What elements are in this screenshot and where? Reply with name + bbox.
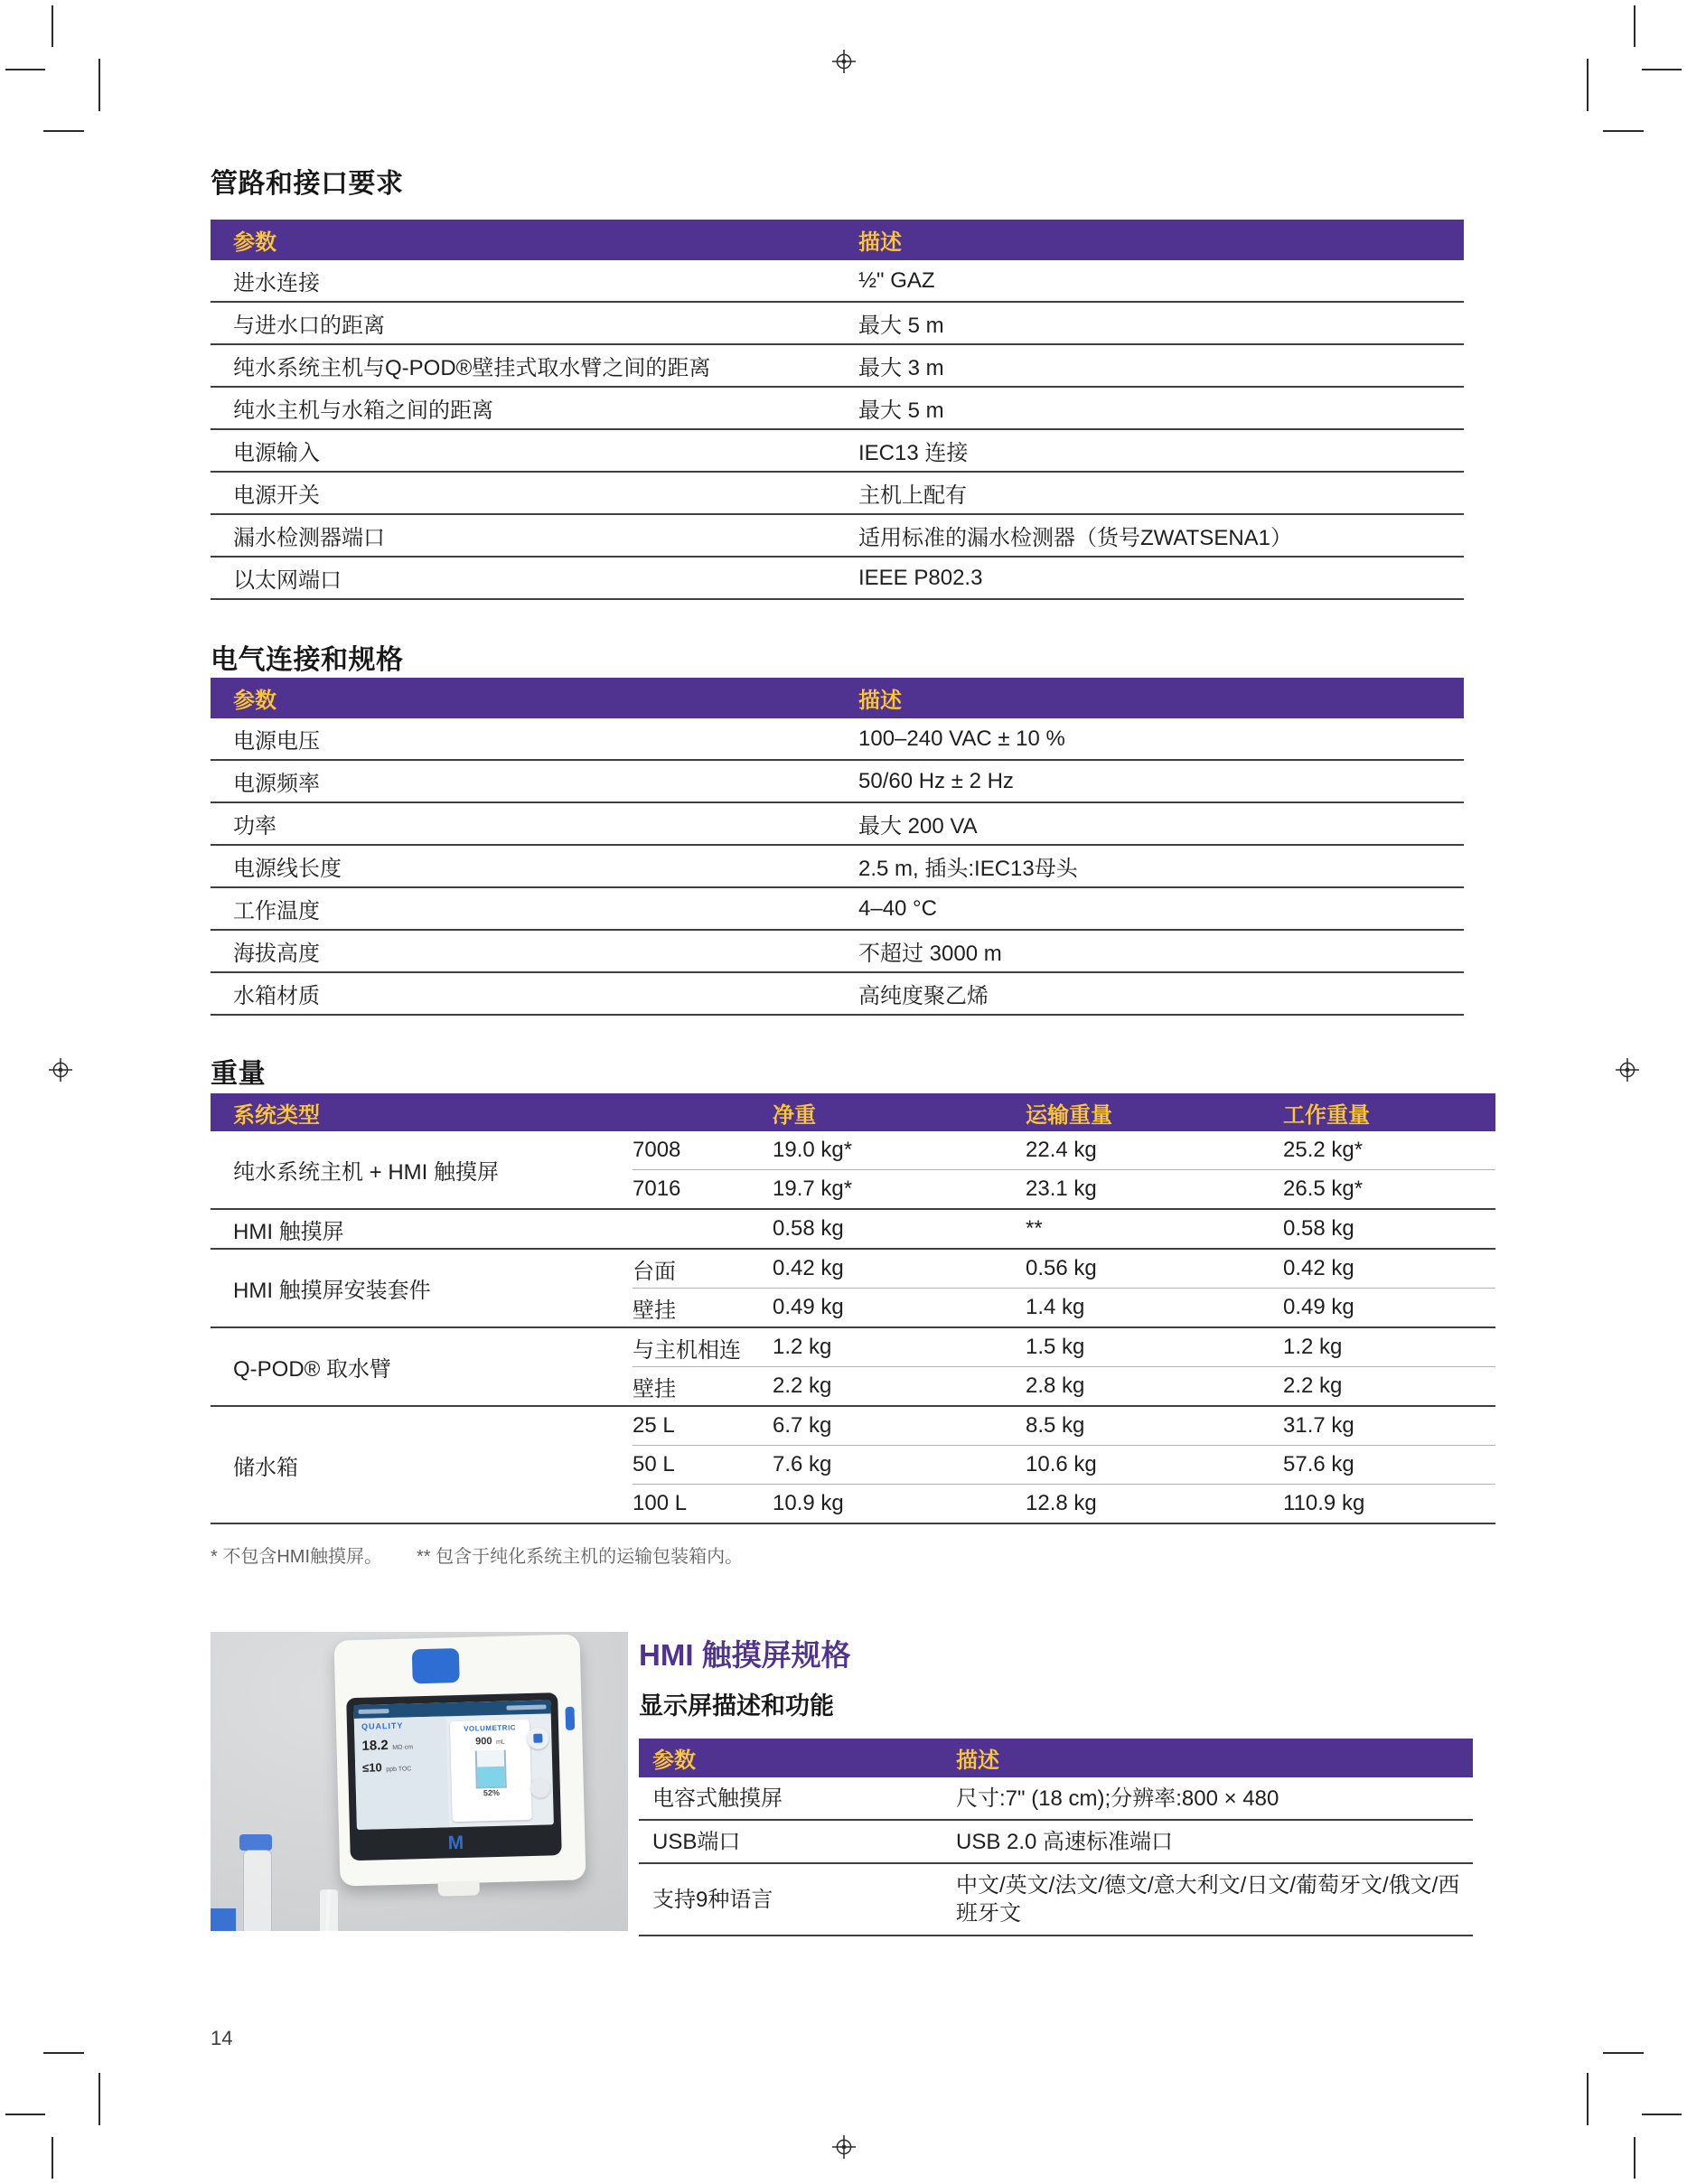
wall-mount-bracket (438, 1880, 480, 1896)
crop-mark (43, 2052, 84, 2054)
operating-weight-cell: 25.2 kg* (1283, 1131, 1495, 1170)
crop-mark (1634, 5, 1635, 47)
device-screen-bezel (346, 1692, 562, 1861)
table-row (211, 718, 1464, 760)
electrical-table (211, 678, 1464, 1016)
weights-table (211, 1093, 1495, 1524)
table-row (211, 1327, 1495, 1367)
beaker-fill (477, 1767, 505, 1787)
operating-weight-cell: 0.42 kg (1283, 1249, 1495, 1289)
net-weight-cell: 1.2 kg (773, 1327, 1026, 1367)
desc-cell: 不超过 3000 m (858, 930, 1464, 972)
registration-mark-icon (1616, 1058, 1639, 1082)
net-weight-cell: 19.0 kg* (773, 1131, 1026, 1170)
desc-cell: 最大 3 m (858, 344, 1464, 387)
weights-footnote (211, 1542, 743, 1568)
param-cell: 水箱材质 (211, 972, 858, 1015)
operating-weight-cell: 57.6 kg (1283, 1446, 1495, 1485)
desc-cell: 适用标准的漏水检测器（货号ZWATSENA1） (858, 514, 1464, 557)
operating-weight-cell: 2.2 kg (1283, 1367, 1495, 1407)
param-cell: USB端口 (639, 1820, 956, 1863)
volume-unit: mL (495, 1739, 505, 1746)
param-cell: 功率 (211, 802, 858, 845)
section-title-weights: 重量 (211, 1059, 266, 1089)
param-cell: 电源频率 (211, 760, 858, 802)
crop-mark (1642, 69, 1682, 70)
table-row (639, 1820, 1473, 1863)
column-header-net-weight: 净重 (773, 1093, 1026, 1131)
quality-tab-label: QUALITY (361, 1720, 404, 1731)
desc-cell: IEC13 连接 (858, 429, 1464, 472)
footnote-2: ** 包含于纯化系统主机的运输包装箱内。 (417, 1547, 744, 1567)
net-weight-cell: 0.42 kg (773, 1249, 1026, 1289)
param-cell: 纯水系统主机与Q-POD®壁挂式取水臂之间的距离 (211, 344, 858, 387)
crop-mark (52, 5, 53, 47)
vial (319, 1889, 339, 1931)
param-cell: 与进水口的距离 (211, 302, 858, 344)
dispense-button-icon (527, 1727, 549, 1749)
system-type-cell: 纯水系统主机 + HMI 触摸屏 (211, 1131, 633, 1209)
device-top-tab (412, 1648, 460, 1683)
subtype-cell: 7016 (633, 1170, 773, 1210)
desc-cell: 4–40 °C (858, 887, 1464, 930)
subtype-cell: 与主机相连 (633, 1327, 773, 1367)
desc-cell: USB 2.0 高速标准端口 (956, 1820, 1473, 1863)
shipping-weight-cell: 10.6 kg (1026, 1446, 1283, 1485)
table-row (211, 760, 1464, 802)
crop-mark (43, 130, 84, 132)
desc-cell: 最大 5 m (858, 302, 1464, 344)
column-header-shipping-weight: 运输重量 (1026, 1093, 1283, 1131)
shipping-weight-cell: 22.4 kg (1026, 1131, 1283, 1170)
param-cell: 以太网端口 (211, 557, 858, 599)
hmi-device (333, 1634, 586, 1886)
desc-cell: IEEE P802.3 (858, 557, 1464, 599)
desc-cell: ½" GAZ (858, 260, 1464, 302)
section-title-electrical: 电气连接和规格 (211, 645, 404, 675)
param-cell: 进水连接 (211, 260, 858, 302)
table-header-row (211, 1093, 1495, 1131)
param-cell: 海拔高度 (211, 930, 858, 972)
table-row (211, 557, 1464, 599)
dispense-glyph (533, 1734, 542, 1743)
subtype-cell (633, 1209, 773, 1249)
param-cell: 电源电压 (211, 718, 858, 760)
desc-cell: 中文/英文/法文/德文/意大利文/日文/葡萄牙文/俄文/西班牙文 (956, 1863, 1473, 1936)
fill-percent-value: 52% (483, 1787, 501, 1798)
net-weight-cell: 0.49 kg (773, 1289, 1026, 1328)
table-row (211, 260, 1464, 302)
bottle-cap (239, 1834, 272, 1851)
crop-mark (5, 69, 45, 70)
net-weight-cell: 7.6 kg (773, 1446, 1026, 1485)
shipping-weight-cell: 12.8 kg (1026, 1485, 1283, 1524)
table-row (211, 845, 1464, 887)
blue-object (211, 1908, 236, 1931)
desc-cell: 最大 5 m (858, 387, 1464, 429)
system-type-cell: 储水箱 (211, 1406, 633, 1523)
toc-value: ≤10 (361, 1760, 382, 1775)
device-side-button (565, 1707, 575, 1730)
param-cell: 电容式触摸屏 (639, 1777, 956, 1820)
operating-weight-cell: 31.7 kg (1283, 1406, 1495, 1446)
section-subtitle-hmi-display: 显示屏描述和功能 (639, 1692, 834, 1720)
desc-cell: 最大 200 VA (858, 802, 1464, 845)
footnote-1: * 不包含HMI触摸屏。 (211, 1547, 382, 1567)
crop-mark (1634, 2137, 1635, 2179)
desc-cell: 2.5 m, 插头:IEC13母头 (858, 845, 1464, 887)
crop-mark (1587, 2073, 1589, 2125)
section-title-piping: 管路和接口要求 (211, 169, 404, 199)
screen-quality-panel (354, 1716, 449, 1830)
net-weight-cell: 19.7 kg* (773, 1170, 1026, 1210)
shipping-weight-cell: 1.5 kg (1026, 1327, 1283, 1367)
table-header-row (211, 678, 1464, 718)
system-type-cell: Q-POD® 取水臂 (211, 1327, 633, 1406)
desc-cell: 尺寸:7" (18 cm);分辨率:800 × 480 (956, 1777, 1473, 1820)
desc-cell: 高纯度聚乙烯 (858, 972, 1464, 1015)
crop-mark (98, 2073, 100, 2125)
registration-mark-icon (832, 2135, 856, 2159)
crop-mark (1642, 2114, 1682, 2115)
column-header-desc: 描述 (858, 220, 1464, 260)
subtype-cell: 壁挂 (633, 1367, 773, 1407)
bottle (243, 1850, 272, 1931)
table-row (211, 802, 1464, 845)
param-cell: 电源开关 (211, 472, 858, 514)
table-row (211, 429, 1464, 472)
operating-weight-cell: 0.49 kg (1283, 1289, 1495, 1328)
registration-mark-icon (49, 1058, 72, 1082)
volume-value: 900 (475, 1736, 492, 1748)
shipping-weight-cell: 1.4 kg (1026, 1289, 1283, 1328)
desc-cell: 主机上配有 (858, 472, 1464, 514)
crop-mark (1603, 2052, 1644, 2054)
subtype-cell: 壁挂 (633, 1289, 773, 1328)
shipping-weight-cell: 8.5 kg (1026, 1406, 1283, 1446)
table-header-row (639, 1739, 1473, 1777)
column-header-param: 参数 (211, 678, 858, 718)
table-row (211, 1249, 1495, 1289)
section-title-hmi: HMI 触摸屏规格 (639, 1638, 851, 1672)
net-weight-cell: 6.7 kg (773, 1406, 1026, 1446)
system-type-cell: HMI 触摸屏 (211, 1209, 633, 1249)
table-row (211, 514, 1464, 557)
crop-mark (1587, 59, 1589, 111)
desc-cell: 50/60 Hz ± 2 Hz (858, 760, 1464, 802)
piping-table (211, 220, 1464, 600)
column-header-param: 参数 (639, 1739, 956, 1777)
column-header-operating-weight: 工作重量 (1283, 1093, 1495, 1131)
crop-mark (98, 59, 100, 111)
param-cell: 电源输入 (211, 429, 858, 472)
page-number: 14 (211, 2027, 233, 2049)
table-row (211, 887, 1464, 930)
shipping-weight-cell: 2.8 kg (1026, 1367, 1283, 1407)
subtype-cell: 25 L (633, 1406, 773, 1446)
param-cell: 支持9种语言 (639, 1863, 956, 1936)
screen-status-bar (353, 1700, 550, 1719)
product-photo (211, 1632, 628, 1931)
shipping-weight-cell: 0.56 kg (1026, 1249, 1283, 1289)
table-row (639, 1777, 1473, 1820)
net-weight-cell: 2.2 kg (773, 1367, 1026, 1407)
table-row (211, 302, 1464, 344)
subtype-cell: 100 L (633, 1485, 773, 1524)
resistivity-unit: MΩ·cm (392, 1744, 414, 1751)
volumetric-tab-label: VOLUMETRIC (464, 1723, 517, 1733)
hmi-table (639, 1739, 1473, 1936)
table-row (211, 472, 1464, 514)
toc-unit: ppb TOC (386, 1766, 412, 1774)
param-cell: 漏水检测器端口 (211, 514, 858, 557)
net-weight-cell: 0.58 kg (773, 1209, 1026, 1249)
net-weight-cell: 10.9 kg (773, 1485, 1026, 1524)
operating-weight-cell: 0.58 kg (1283, 1209, 1495, 1249)
operating-weight-cell: 110.9 kg (1283, 1485, 1495, 1524)
shipping-weight-cell: ** (1026, 1209, 1283, 1249)
column-header-desc: 描述 (858, 678, 1464, 718)
subtype-cell: 7008 (633, 1131, 773, 1170)
param-cell: 纯水主机与水箱之间的距离 (211, 387, 858, 429)
table-row (211, 344, 1464, 387)
crop-mark (5, 2114, 45, 2115)
operating-weight-cell: 1.2 kg (1283, 1327, 1495, 1367)
operating-weight-cell: 26.5 kg* (1283, 1170, 1495, 1210)
table-row (211, 972, 1464, 1015)
table-row (211, 387, 1464, 429)
screen-volumetric-card (450, 1720, 532, 1822)
status-bar-text-placeholder (506, 1704, 546, 1710)
table-row (639, 1863, 1473, 1936)
secondary-button-icon (530, 1777, 551, 1798)
resistivity-value: 18.2 (361, 1738, 389, 1754)
column-header-system-type: 系统类型 (211, 1093, 773, 1131)
status-bar-text-placeholder (358, 1709, 389, 1714)
device-screen (353, 1700, 554, 1830)
desc-cell: 100–240 VAC ± 10 % (858, 718, 1464, 760)
param-cell: 电源线长度 (211, 845, 858, 887)
merck-logo: M (447, 1832, 464, 1854)
table-row (211, 1209, 1495, 1249)
system-type-cell: HMI 触摸屏安装套件 (211, 1249, 633, 1327)
shipping-weight-cell: 23.1 kg (1026, 1170, 1283, 1210)
subtype-cell: 台面 (633, 1249, 773, 1289)
registration-mark-icon (832, 50, 856, 73)
table-header-row (211, 220, 1464, 260)
column-header-param: 参数 (211, 220, 858, 260)
table-row (211, 930, 1464, 972)
beaker-icon (475, 1750, 507, 1789)
crop-mark (52, 2137, 53, 2179)
table-row (211, 1406, 1495, 1446)
column-header-desc: 描述 (956, 1739, 1473, 1777)
crop-mark (1603, 130, 1644, 132)
subtype-cell: 50 L (633, 1446, 773, 1485)
table-row (211, 1131, 1495, 1170)
param-cell: 工作温度 (211, 887, 858, 930)
